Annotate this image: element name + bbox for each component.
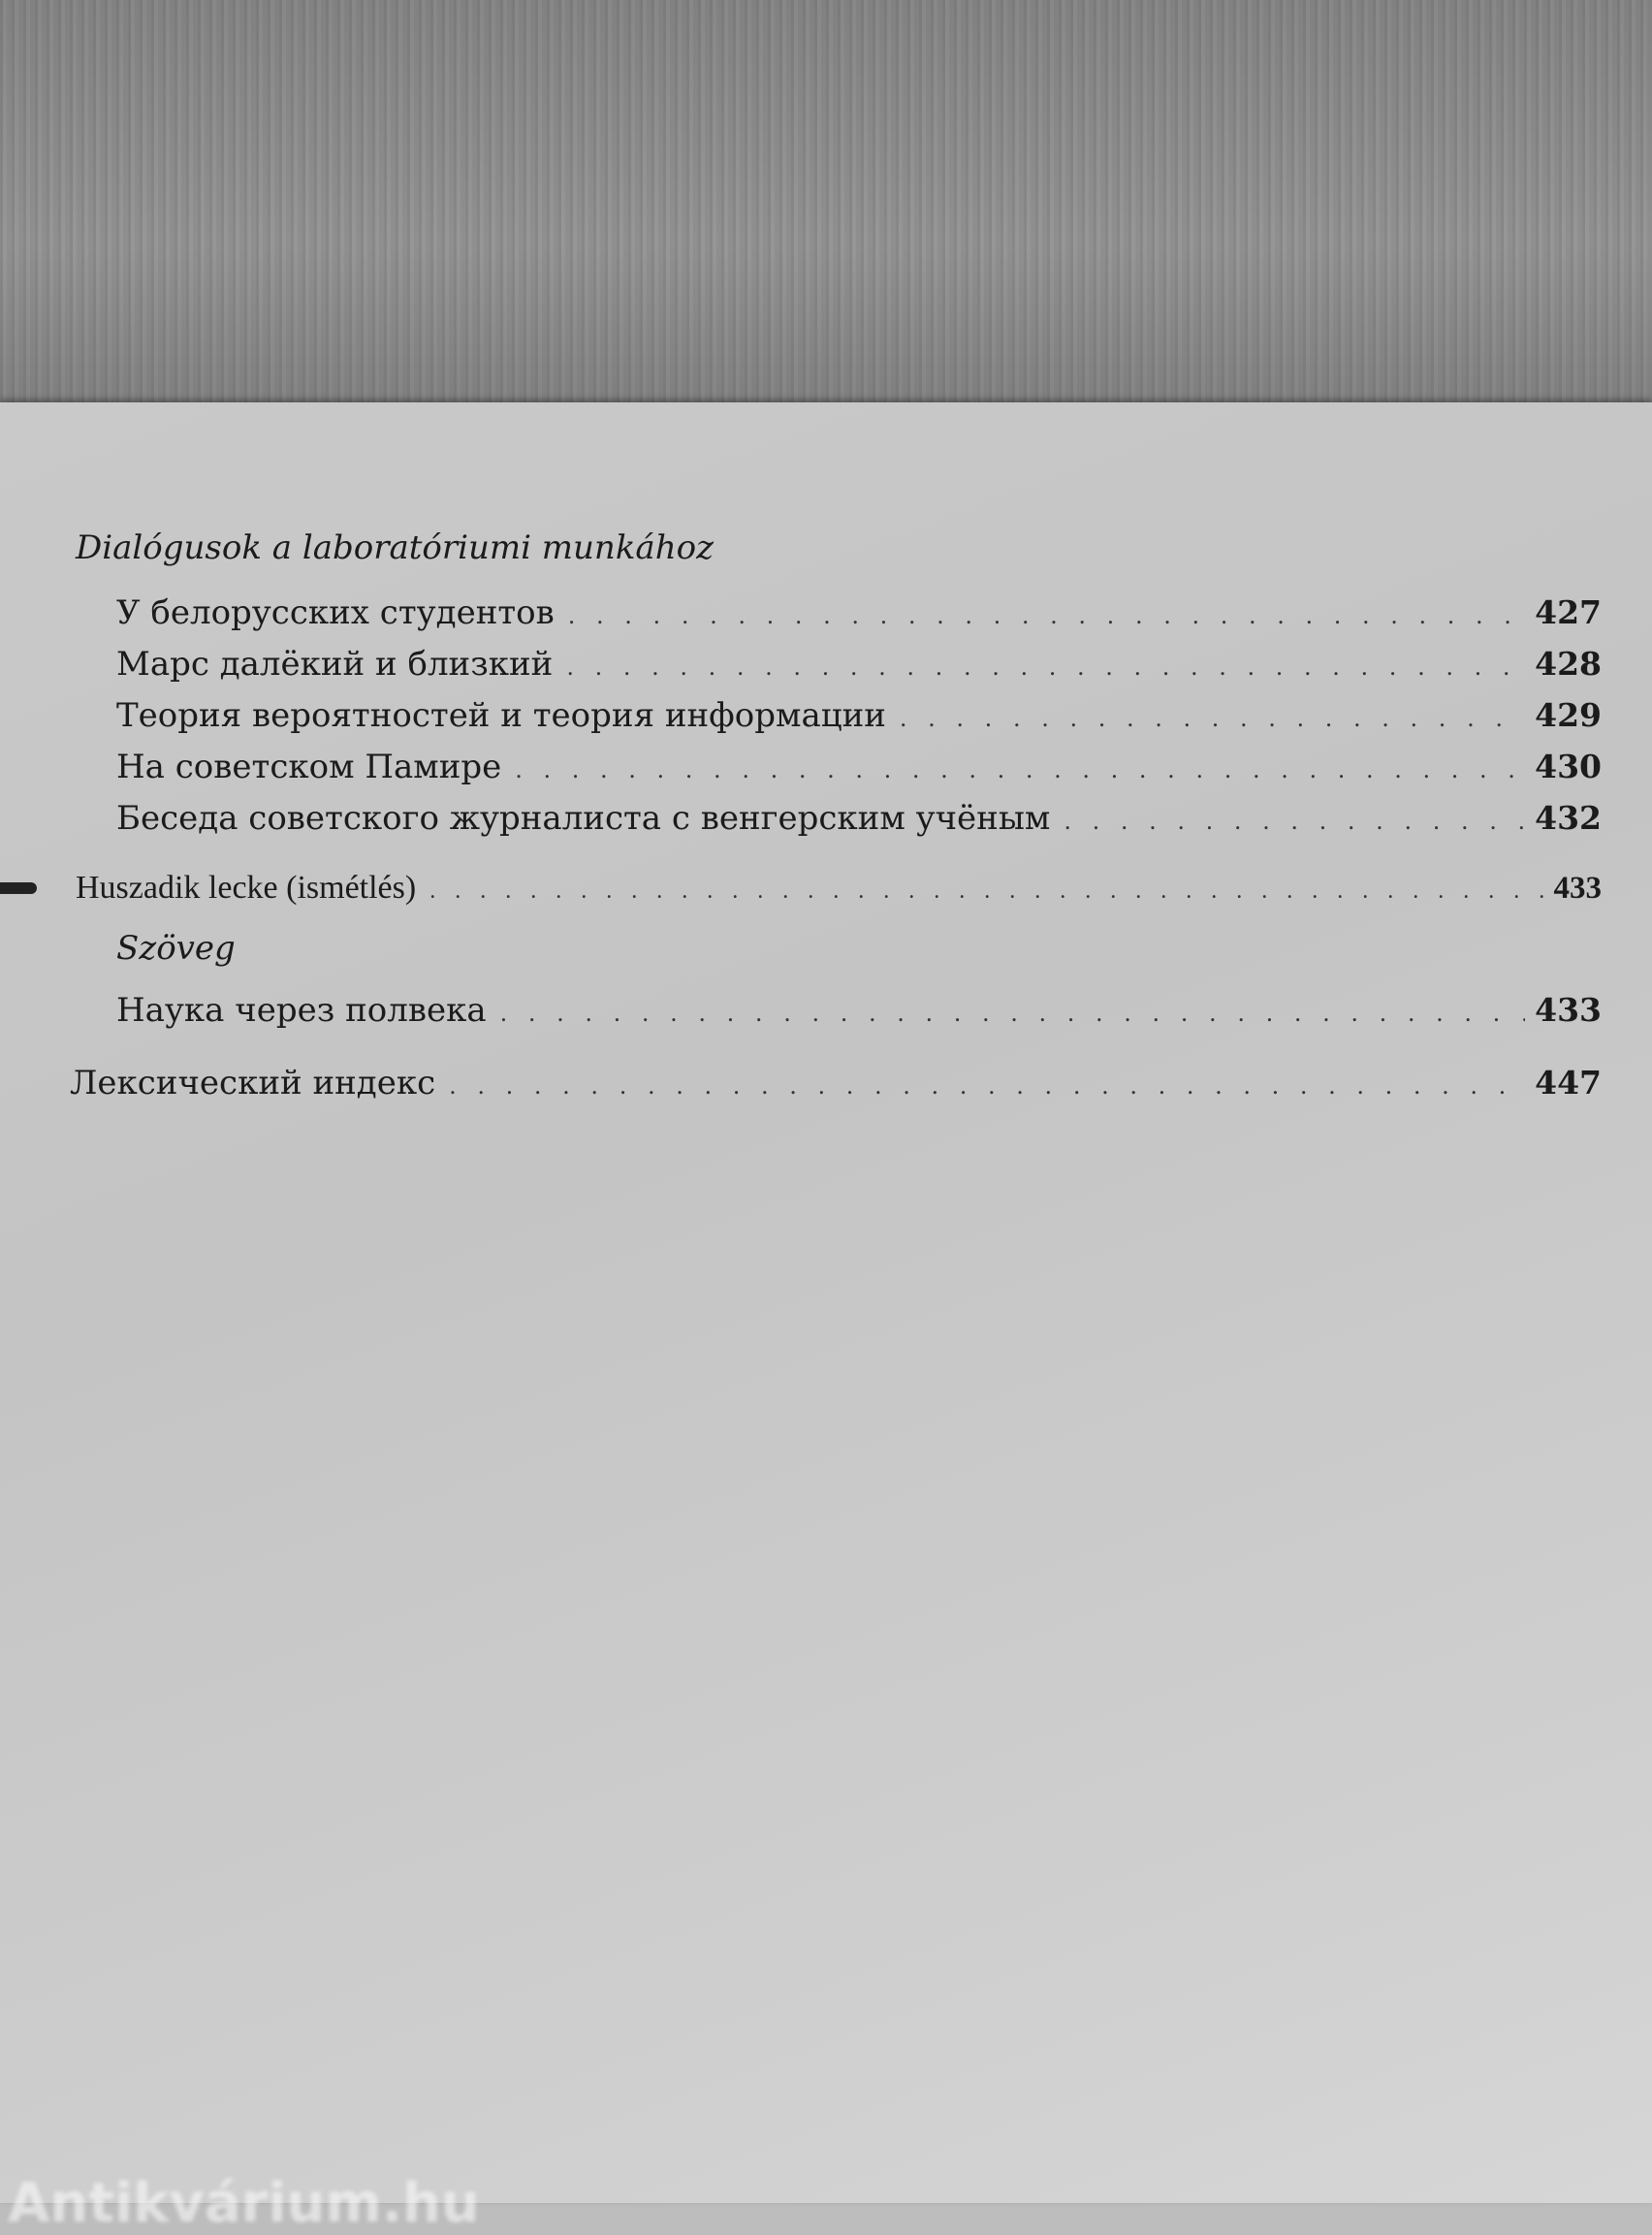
toc-entry-index: [70, 1064, 1602, 1102]
toc-entry-page: 447: [1535, 1064, 1602, 1102]
toc-entry-page: 429: [1535, 696, 1602, 734]
toc-entry: [116, 696, 1602, 735]
toc-entry-title: Теория вероятностей и теория информации: [116, 696, 886, 735]
toc-entry-page: 433: [1535, 991, 1602, 1029]
toc-entry-page: 432: [1535, 799, 1602, 837]
toc-entry-title: У белорусских студентов: [116, 593, 555, 632]
toc-entry-title: Лексический индекс: [70, 1064, 436, 1102]
section-heading: Dialógusok a laboratóriumi munkához: [76, 528, 714, 567]
toc-entry: [116, 645, 1602, 684]
toc-entry: [116, 991, 1602, 1030]
leader-dots: [429, 878, 1543, 905]
toc-entry-title: Huszadik lecke (ismétlés): [76, 870, 417, 906]
leader-dots: [515, 756, 1525, 783]
toc-entry-page: 428: [1535, 645, 1602, 683]
leader-dots: [900, 705, 1525, 732]
toc-entry-title: Беседа советского журналиста с венгерским учёным: [116, 799, 1051, 838]
background-surface: [0, 0, 1652, 407]
page-edge-marker: [0, 882, 37, 894]
toc-entry-page: 433: [1553, 871, 1602, 906]
toc-entry-page: 427: [1535, 593, 1602, 631]
watermark: Antikvárium.hu: [8, 2172, 480, 2235]
leader-dots: [1064, 808, 1525, 835]
toc-entry: [116, 748, 1602, 786]
leader-dots: [500, 1000, 1526, 1027]
leader-dots: [566, 654, 1525, 681]
toc-entry-title: На советском Памире: [116, 748, 502, 786]
toc-entry: [116, 593, 1602, 632]
leader-dots: [449, 1072, 1525, 1100]
toc-entry-title: Наука через полвека: [116, 991, 487, 1030]
toc-entry-page: 430: [1535, 748, 1602, 785]
toc-entry-title: Марс далёкий и близкий: [116, 645, 554, 684]
text-heading: Szöveg: [116, 929, 236, 968]
toc-entry-lesson: [76, 870, 1602, 907]
leader-dots: [568, 602, 1525, 629]
toc-entry: [116, 799, 1602, 838]
